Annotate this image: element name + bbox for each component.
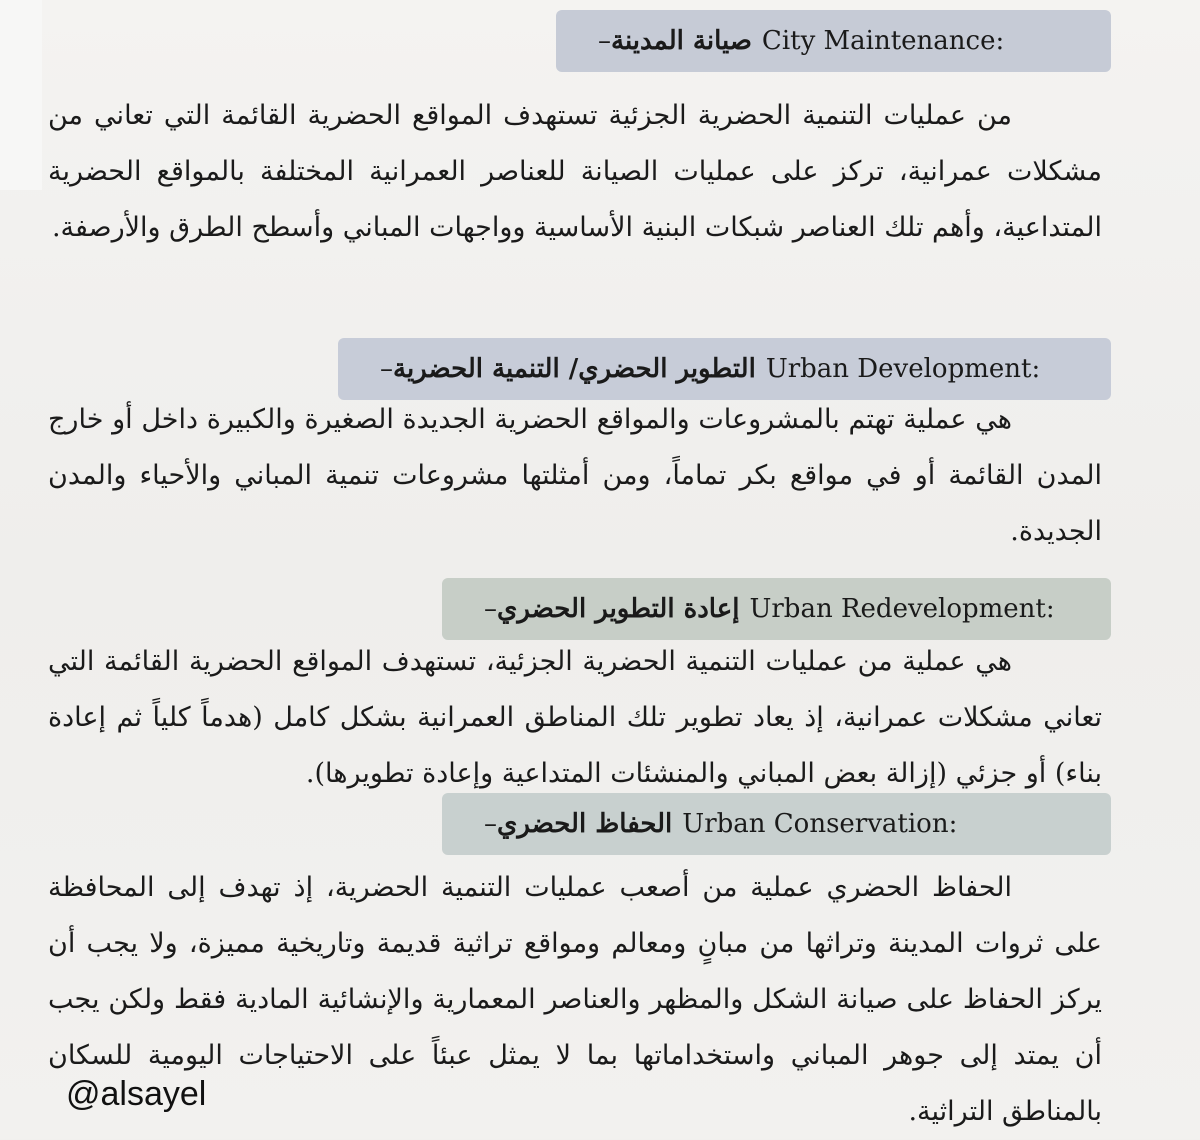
heading-arabic-title: الحفاظ الحضري (497, 809, 673, 839)
heading-arabic-title: إعادة التطوير الحضري (497, 594, 740, 624)
heading-english-title: Urban Redevelopment: (749, 594, 1055, 624)
scan-edge (0, 0, 42, 190)
heading-english-title: City Maintenance: (761, 26, 1005, 56)
heading-english-title: Urban Conservation: (682, 809, 958, 839)
watermark-handle: @alsayel (66, 1075, 207, 1113)
heading-dash: – (484, 594, 497, 624)
section-heading-urban-conservation (442, 793, 1111, 855)
paragraph-urban-development: هي عملية تهتم بالمشروعات والمواقع الحضرية الجديدة الصغيرة والكبيرة داخل أو خارج المدن القائمة أو في مواقع بكر تماماً، ومن أمثلتها مشروعات تنمية المباني والأحياء والمدن الجديدة. (48, 404, 1102, 547)
paragraph-city-maintenance: من عمليات التنمية الحضرية الجزئية تستهدف المواقع الحضرية القائمة التي تعاني من مشكلات عمرانية، تركز على عمليات الصيانة للعناصر العمرانية المختلفة بالمواقع الحضرية المتداعية، وأهم تلك العناصر شبكات البنية الأساسية وواجهات المباني وأسطح الطرق والأرصفة. (48, 100, 1102, 243)
section-heading-urban-redevelopment (442, 578, 1111, 640)
section-heading-city-maintenance (556, 10, 1111, 72)
heading-arabic-title: التطوير الحضري/ التنمية الحضرية (393, 354, 756, 384)
heading-arabic-title: صيانة المدينة (611, 26, 752, 56)
heading-english-title: Urban Development: (765, 354, 1041, 384)
heading-dash: – (484, 809, 497, 839)
section-heading-urban-development (338, 338, 1111, 400)
heading-dash: – (380, 354, 393, 384)
paragraph-urban-conservation: الحفاظ الحضري عملية من أصعب عمليات التنمية الحضرية، إذ تهدف إلى المحافظة على ثروات المدينة وتراثها من مبانٍ ومعالم ومواقع تراثية قديمة وتاريخية مميزة، ولا يجب أن يركز الحفاظ على صيانة الشكل والمظهر والعناصر المعمارية والإنشائية المادية فقط ولكن يجب أن يمتد إلى جوهر المباني واستخداماتها بما لا يمثل عبئاً على الاحتياجات اليومية للسكان بالمناطق التراثية. (48, 872, 1102, 1127)
paragraph-urban-redevelopment: هي عملية من عمليات التنمية الحضرية الجزئية، تستهدف المواقع الحضرية القائمة التي تعاني مشكلات عمرانية، إذ يعاد تطوير تلك المناطق العمرانية بشكل كامل (هدماً كلياً ثم إعادة بناء) أو جزئي (إزالة بعض المباني والمنشئات المتداعية وإعادة تطويرها). (48, 646, 1102, 789)
heading-dash: – (598, 26, 611, 56)
